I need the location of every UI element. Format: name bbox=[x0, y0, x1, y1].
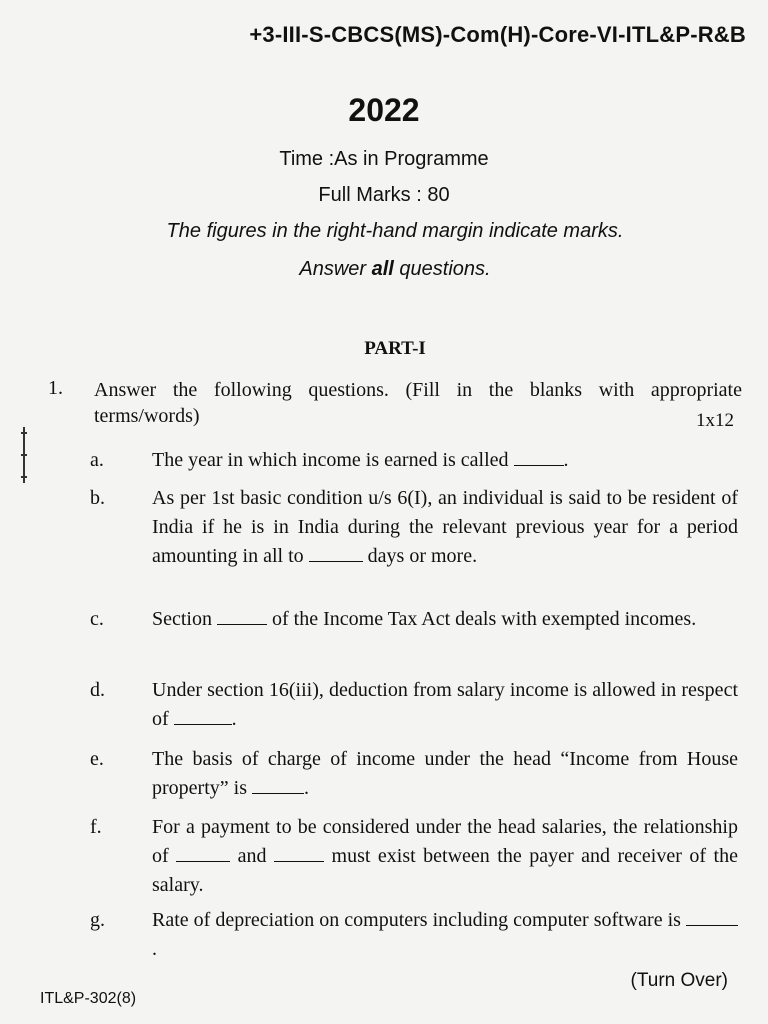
item-segment: Under section 16(iii), deduction from salary income is allowed in respect of bbox=[152, 679, 738, 730]
item-segment: . bbox=[231, 708, 237, 730]
item-segment: The year in which income is earned is called bbox=[152, 449, 514, 471]
item-label: c. bbox=[90, 608, 104, 630]
item-text bbox=[152, 906, 738, 964]
item-text bbox=[152, 605, 738, 634]
item-segment: of the Income Tax Act deals with exempted incomes. bbox=[267, 608, 697, 630]
item-text bbox=[152, 446, 738, 475]
fill-blank bbox=[176, 843, 230, 862]
fill-blank bbox=[174, 706, 232, 725]
paper-code: +3-III-S-CBCS(MS)-Com(H)-Core-VI-ITL&P-R&B bbox=[249, 22, 746, 47]
answer-all-word: all bbox=[371, 258, 394, 280]
question-marks: 1x12 bbox=[696, 410, 734, 431]
question-text: Answer the following questions. (Fill in the blanks with appropriate terms/words) bbox=[94, 379, 742, 427]
question-number: 1. bbox=[48, 377, 63, 399]
item-label: g. bbox=[90, 909, 105, 931]
item-segment: . bbox=[563, 449, 569, 471]
item-label: f. bbox=[90, 816, 102, 838]
item-segment: . bbox=[303, 777, 309, 799]
fill-blank bbox=[514, 447, 564, 466]
turn-over-note: (Turn Over) bbox=[630, 970, 728, 991]
item-text bbox=[152, 676, 738, 734]
item-label: a. bbox=[90, 449, 104, 471]
item-label: d. bbox=[90, 679, 105, 701]
item-text bbox=[152, 745, 738, 803]
answer-suffix: questions. bbox=[393, 258, 491, 280]
item-label: b. bbox=[90, 487, 105, 509]
item-segment: Section bbox=[152, 608, 217, 630]
item-text bbox=[152, 484, 738, 571]
full-marks: Full Marks : 80 bbox=[318, 184, 450, 206]
item-segment: Rate of depreciation on computers including computer software is bbox=[152, 909, 686, 931]
fill-blank bbox=[217, 606, 267, 625]
item-segment: For a payment to be considered under the head salaries, the relationship of bbox=[152, 816, 738, 867]
item-segment: As per 1st basic condition u/s 6(I), an individual is said to be resident of India if he is in India during the relevant previous year for a period amounting in all to bbox=[152, 487, 738, 567]
item-segment: The basis of charge of income under the head “Income from House property” is bbox=[152, 748, 738, 799]
answer-prefix: Answer bbox=[299, 258, 372, 280]
exam-time: Time :As in Programme bbox=[279, 148, 489, 170]
item-label: e. bbox=[90, 748, 104, 770]
fill-blank bbox=[252, 775, 304, 794]
exam-year: 2022 bbox=[348, 92, 420, 128]
item-segment: must exist between the payer and receiver of the salary. bbox=[152, 845, 738, 896]
footer-paper-code: ITL&P-302(8) bbox=[40, 990, 137, 1007]
item-segment: and bbox=[230, 845, 275, 867]
fill-blank bbox=[274, 843, 324, 862]
part-title: PART-I bbox=[364, 338, 426, 359]
binding-mark-icon bbox=[18, 425, 32, 485]
answer-instruction bbox=[0, 258, 768, 281]
item-text bbox=[152, 813, 738, 900]
item-segment: days or more. bbox=[362, 545, 478, 567]
marks-instruction: The figures in the right-hand margin indicate marks. bbox=[166, 220, 624, 242]
fill-blank bbox=[309, 543, 363, 562]
fill-blank bbox=[686, 907, 738, 926]
item-segment: . bbox=[152, 938, 157, 960]
